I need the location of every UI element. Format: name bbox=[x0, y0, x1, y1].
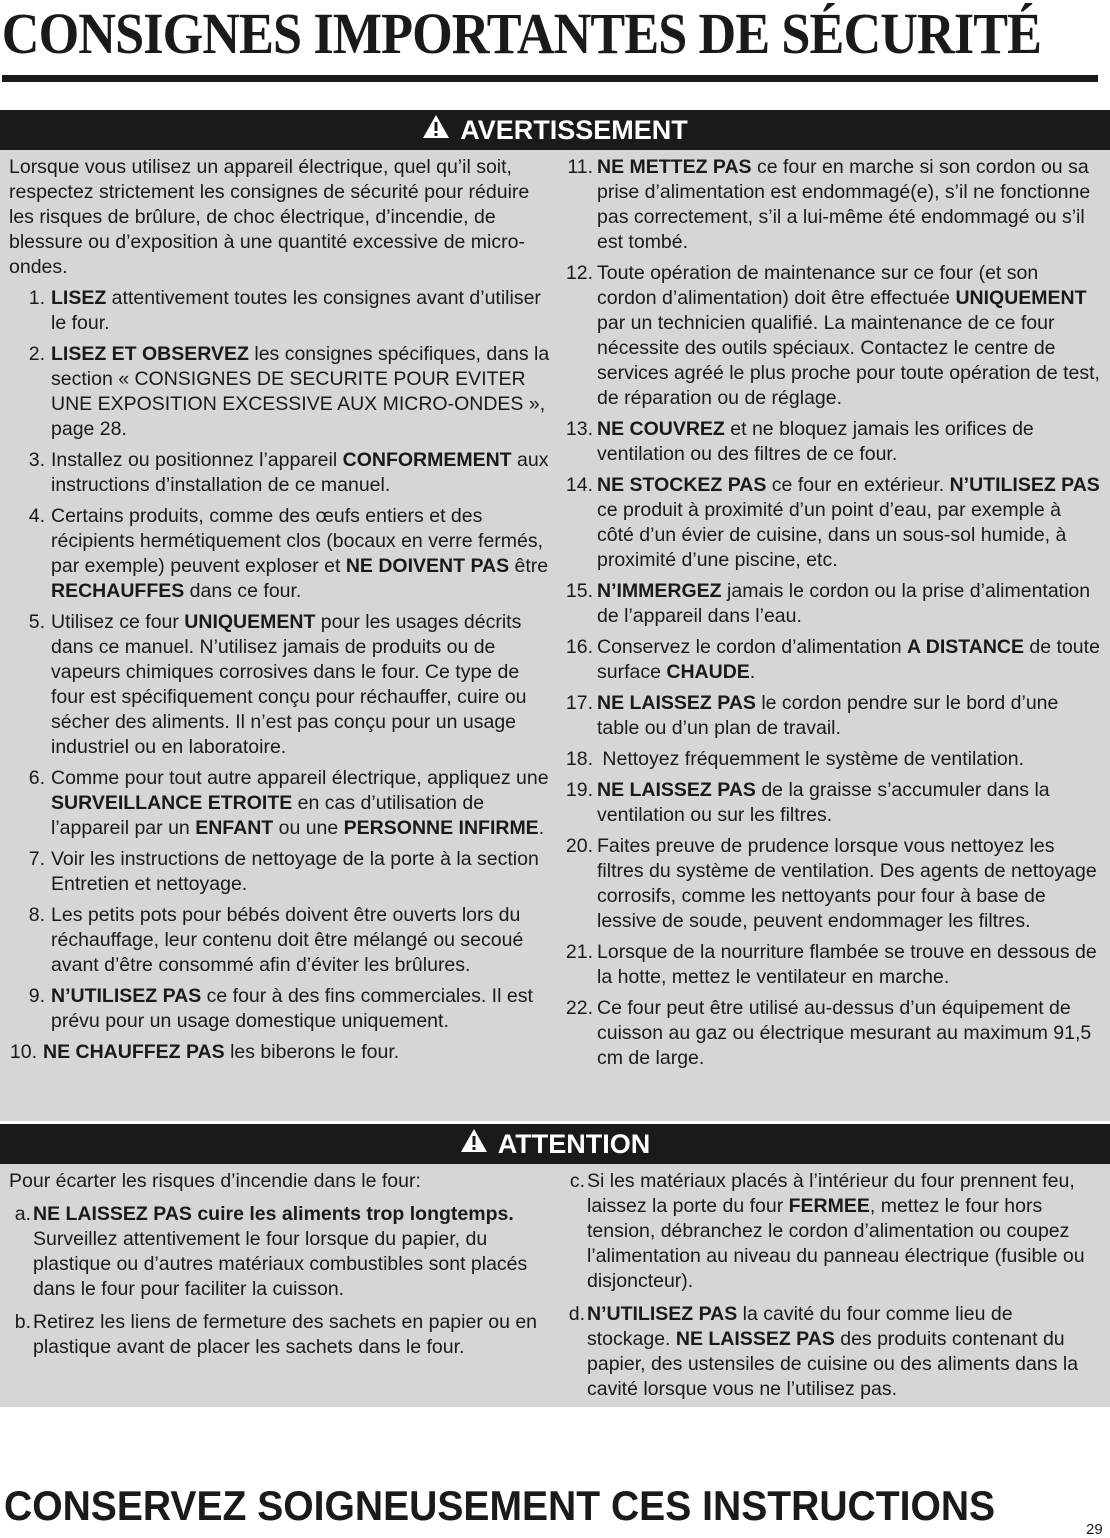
list-item: 9. N’UTILISEZ PAS ce four à des fins commerciales. Il est prévu pour un usage domestique uniquement. bbox=[28, 985, 533, 1032]
list-item: 3. Installez ou positionnez l’appareil CONFORMEMENT aux instructions d’installation de ce manuel. bbox=[28, 449, 549, 496]
page-number: 29 bbox=[1086, 1521, 1103, 1538]
warning-panel bbox=[0, 110, 1110, 1121]
list-item: 18. Nettoyez fréquemment le système de ventilation. bbox=[565, 748, 1025, 770]
list-item: 4. Certains produits, comme des œufs entiers et des récipients hermétiquement clos (bocaux en verre fermés, par exemple) peuvent exploser et NE DOIVENT PAS être RECHAUFFES dans ce four. bbox=[28, 505, 549, 602]
warning-header bbox=[0, 110, 1110, 150]
footer-instruction: CONSERVEZ SOIGNEUSEMENT CES INSTRUCTIONS bbox=[4, 1482, 996, 1529]
page-title: CONSIGNES IMPORTANTES DE SÉCURITÉ bbox=[1, 1, 1042, 66]
warning-left-column bbox=[9, 155, 551, 1071]
list-item: 16. Conservez le cordon d’alimentation A DISTANCE de toute surface CHAUDE. bbox=[565, 636, 1100, 683]
list-item: a. NE LAISSEZ PAS cuire les aliments trop longtemps. Surveillez attentivement le four lorsque du papier, du plastique ou d’autres matériaux combustibles sont placés dans le four pour faciliter la cuisson. bbox=[14, 1203, 528, 1300]
list-item: 5. Utilisez ce four UNIQUEMENT pour les usages décrits dans ce manuel. N’utilisez jamais de produits ou de vapeurs chimiques corrosives dans le four. Ce type de four est spécifiquement conçu pour réchauffer, cuire ou sécher des aliments. Il n’est pas conçu pour un usage industriel ou en laboratoire. bbox=[28, 611, 527, 758]
warning-intro: Lorsque vous utilisez un appareil électrique, quel qu’il soit, respectez strictement les consignes de sécurité pour réduire les risques de brûlure, de choc électrique, d’incendie, de blessure ou d’exposition à une quantité excessive de micro-ondes. bbox=[9, 156, 530, 278]
list-item: 2. LISEZ ET OBSERVEZ les consignes spécifiques, dans la section « CONSIGNES DE SECURITE POUR EVITER UNE EXPOSITION EXCESSIVE AUX MICRO-ONDES », page 28. bbox=[28, 343, 550, 440]
list-item: 13. NE COUVREZ et ne bloquez jamais les orifices de ventilation ou des filtres de ce four. bbox=[565, 418, 1034, 465]
warning-right-column bbox=[563, 155, 1101, 1077]
attention-header bbox=[0, 1124, 1110, 1164]
attention-left-column bbox=[9, 1169, 549, 1366]
list-item: 20. Faites preuve de prudence lorsque vous nettoyez les filtres du système de ventilation. Des agents de nettoyage corrosifs, comme les nettoyants pour four à base de lessive de soude, peuvent endommager les filtres. bbox=[565, 835, 1097, 932]
list-item: 10. NE CHAUFFEZ PAS les biberons le four. bbox=[9, 1041, 400, 1063]
attention-panel bbox=[0, 1124, 1110, 1407]
list-item: 12. Toute opération de maintenance sur ce four (et son cordon d’alimentation) doit être effectuée UNIQUEMENT par un technicien qualifié. La maintenance de ce four nécessite des outils spéciaux. Contactez le centre de services agréé le plus proche pour toute opération de test, de réparation ou de réglage. bbox=[565, 262, 1100, 409]
list-item: 8. Les petits pots pour bébés doivent être ouverts lors du réchauffage, leur contenu doit être mélangé ou secoué avant d’être consommé afin d’éviter les brûlures. bbox=[28, 904, 524, 976]
attention-intro: Pour écarter les risques d’incendie dans le four: bbox=[9, 1170, 421, 1192]
warning-triangle-icon bbox=[422, 114, 450, 146]
warning-header-label: AVERTISSEMENT bbox=[460, 114, 688, 145]
attention-header-label: ATTENTION bbox=[497, 1128, 651, 1159]
list-item: b. Retirez les liens de fermeture des sachets en papier ou en plastique avant de placer les sachets dans le four. bbox=[14, 1311, 538, 1358]
list-item: 7. Voir les instructions de nettoyage de la porte à la section Entretien et nettoyage. bbox=[28, 848, 539, 895]
list-item: 1. LISEZ attentivement toutes les consignes avant d’utiliser le four. bbox=[28, 287, 541, 334]
list-item: 14. NE STOCKEZ PAS ce four en extérieur. N’UTILISEZ PAS ce produit à proximité d’un point d’eau, par exemple à côté d’un évier de cuisine, dans un sous-sol humide, à proximité d’une piscine, etc. bbox=[565, 474, 1100, 571]
list-item: 22. Ce four peut être utilisé au-dessus d’un équipement de cuisson au gaz ou électrique mesurant au maximum 91,5 cm de large. bbox=[565, 997, 1092, 1069]
list-item: d. N’UTILISEZ PAS la cavité du four comme lieu de stockage. NE LAISSEZ PAS des produits contenant du papier, des ustensiles de cuisine ou des aliments dans la cavité lorsque vous ne l’utilisez pas. bbox=[568, 1303, 1079, 1400]
attention-right-column bbox=[563, 1169, 1101, 1408]
warning-triangle-icon bbox=[460, 1128, 488, 1160]
list-item: 11. NE METTEZ PAS ce four en marche si son cordon ou sa prise d’alimentation est endommagé(e), s’il ne fonctionne pas correctement, s’il a lui-même été endommagé ou s’il est tombé. bbox=[567, 156, 1091, 253]
list-item: 19. NE LAISSEZ PAS de la graisse s’accumuler dans la ventilation ou sur les filtres. bbox=[565, 779, 1050, 826]
list-item: 17. NE LAISSEZ PAS le cordon pendre sur le bord d’une table ou d’un plan de travail. bbox=[565, 692, 1059, 739]
list-item: c. Si les matériaux placés à l’intérieur du four prennent feu, laissez la porte du four FERMEE, mettez le four hors tension, débranchez le cordon d’alimentation ou coupez l’alimentation au niveau du panneau électrique (fusible ou disjoncteur). bbox=[569, 1170, 1085, 1292]
list-item: 21. Lorsque de la nourriture flambée se trouve en dessous de la hotte, mettez le ventilateur en marche. bbox=[565, 941, 1097, 988]
title-rule bbox=[2, 75, 1098, 82]
list-item: 6. Comme pour tout autre appareil électrique, appliquez une SURVEILLANCE ETROITE en cas d’utilisation de l’appareil par un ENFANT ou une PERSONNE INFIRME. bbox=[28, 767, 549, 839]
list-item: 15. N’IMMERGEZ jamais le cordon ou la prise d’alimentation de l’appareil dans l’eau. bbox=[565, 580, 1091, 627]
